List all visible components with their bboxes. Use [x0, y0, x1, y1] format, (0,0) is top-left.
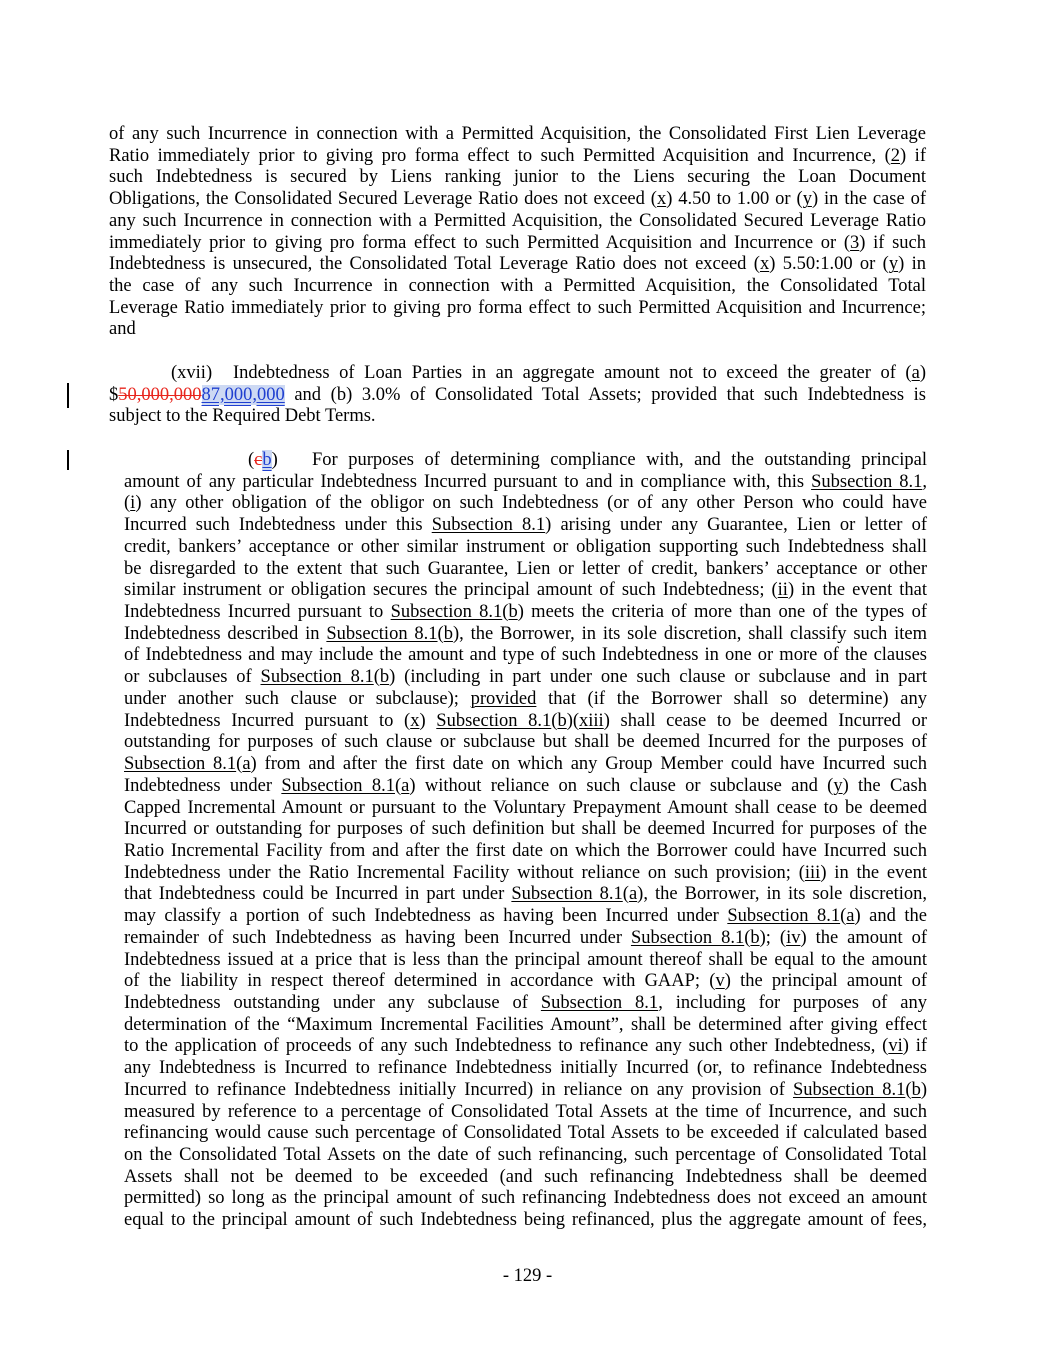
- underlined-reference: iv: [786, 927, 801, 948]
- text-run: permitted) so long as the principal amount of such refinancing Indebtedness does not exceed an amount: [124, 1188, 927, 1209]
- deleted-text: c: [254, 450, 263, 470]
- text-run: outstanding for purposes of such clause or subclause but shall be deemed Incurred for the purposes of: [124, 732, 927, 753]
- text-line: [124, 645, 927, 667]
- clause-xvii-paragraph: [109, 363, 926, 428]
- text-run: credit, bankers’ acceptance or other similar instrument or obligation supporting such Indebtedness shall: [124, 536, 927, 557]
- underlined-reference: xiii: [579, 710, 604, 731]
- text-run: ); (: [759, 927, 787, 948]
- text-run: (: [124, 493, 131, 514]
- text-run: ), the Borrower, in its sole discretion, shall classify such item: [452, 623, 927, 644]
- underlined-reference: a: [242, 754, 251, 775]
- text-run: amount of any particular Indebtedness Incurred pursuant to and in compliance with, this: [124, 471, 812, 492]
- text-run: (: [502, 602, 509, 623]
- text-run: ) in the case of: [811, 189, 926, 210]
- underlined-reference: Subsection 8.1: [727, 906, 841, 927]
- underlined-reference: Subsection 8.1: [326, 623, 438, 644]
- text-line: [124, 950, 927, 972]
- text-run: Obligations, the Consolidated Secured Leverage Ratio does not exceed (: [109, 189, 657, 210]
- text-run: (: [905, 1079, 912, 1100]
- text-run: ): [419, 710, 437, 731]
- text-line: [109, 276, 926, 298]
- text-run: ) and the: [854, 906, 927, 927]
- change-bar: [67, 450, 69, 470]
- text-line: [109, 319, 926, 341]
- text-line: [124, 667, 927, 689]
- text-run: on the Consolidated Total Assets on the date of such refinancing, such percentage of Consolidated Total: [124, 1145, 927, 1165]
- underlined-reference: v: [715, 971, 725, 992]
- underlined-reference: a: [846, 906, 855, 927]
- text-line: [124, 841, 927, 863]
- text-run: Indebtedness described in: [124, 623, 327, 644]
- text-run: )(: [566, 710, 580, 731]
- text-line: [124, 776, 927, 798]
- text-run: ) the Cash: [842, 775, 927, 796]
- text-run: ) the amount of: [800, 927, 927, 948]
- text-run: ) meets the criteria of more than one of the types of: [517, 602, 927, 623]
- text-line: [109, 211, 926, 233]
- text-line: [124, 993, 927, 1015]
- text-line: [109, 146, 926, 168]
- text-run: ,: [922, 471, 927, 492]
- inserted-text: 87,000,000: [201, 384, 285, 405]
- underlined-reference: Subsection 8.1: [630, 927, 745, 948]
- text-run: (: [437, 623, 444, 644]
- text-line: [124, 602, 927, 624]
- text-run: (: [394, 775, 402, 796]
- underlined-reference: b: [750, 927, 760, 948]
- text-line: [109, 189, 926, 211]
- text-line: [124, 1015, 927, 1037]
- text-line: [109, 298, 926, 320]
- text-run: ): [919, 363, 926, 383]
- underlined-reference: Subsection 8.1: [260, 667, 374, 688]
- underlined-reference: vi: [888, 1036, 903, 1057]
- text-run: ) from and after the first date on which any Group Member could have Incurred such: [250, 754, 927, 775]
- text-line: [124, 1058, 927, 1080]
- text-line: [109, 233, 926, 255]
- underlined-reference: Subsection 8.1: [540, 992, 659, 1013]
- text-line: [124, 1123, 927, 1145]
- text-run: ) (including in part under one such clause or subclause and in part: [389, 667, 927, 688]
- text-line: [109, 254, 926, 276]
- underlined-reference: b: [508, 602, 518, 623]
- text-run: (: [236, 754, 243, 775]
- text-run: similar instrument or obligation secures the principal amount of such Indebtedness; (: [124, 580, 778, 601]
- text-run: ) if: [902, 1036, 927, 1057]
- text-line: [109, 385, 926, 407]
- text-run: ): [271, 450, 278, 470]
- text-run: that Indebtedness could be Incurred in part under: [124, 884, 512, 905]
- text-line: [124, 754, 927, 776]
- text-run: , including for purposes of any: [658, 992, 927, 1013]
- text-run: Indebtedness Incurred pursuant to (: [124, 710, 411, 731]
- text-run: Indebtedness under the Ratio Incremental Facility without reliance on such provision; (: [124, 862, 805, 883]
- text-line: [124, 1145, 927, 1167]
- text-run: Indebtedness issued at a price that is less than the principal amount thereof shall be equal to the amount: [124, 949, 927, 970]
- text-run: remainder of such Indebtedness as having been Incurred under: [124, 927, 631, 948]
- text-run: (: [248, 450, 255, 470]
- text-run: ), the Borrower, in its sole discretion,: [637, 884, 927, 905]
- underlined-reference: b: [911, 1079, 921, 1100]
- text-run: determination of the “Maximum Incremental Facilities Amount”, shall be determined after giving effect: [124, 1014, 927, 1035]
- text-run: Assets shall not be deemed to be exceeded (and such refinancing Indebtedness shall be deemed: [124, 1166, 927, 1187]
- text-run: (: [840, 906, 847, 927]
- underlined-reference: Subsection 8.1: [124, 754, 237, 775]
- text-run: any Indebtedness is Incurred to refinance Indebtedness initially Incurred (or, to refinance Indebtedness: [124, 1058, 927, 1079]
- text-line: [124, 580, 927, 602]
- underlined-reference: Subsection 8.1: [793, 1079, 906, 1100]
- underlined-reference: x: [410, 710, 420, 731]
- text-run: ) 5.50:1.00 or (: [769, 254, 889, 275]
- text-run: equal to the principal amount of such Indebtedness being refinanced, plus the aggregate amount of fees,: [124, 1210, 927, 1231]
- text-run: ) in the event: [820, 862, 927, 883]
- text-line: [124, 863, 927, 885]
- underlined-reference: Subsection 8.1: [281, 775, 395, 796]
- text-run: the case of any such Incurrence in connection with a Permitted Acquisition, the Consolidated Total: [109, 276, 926, 297]
- text-run: ) any other obligation of the obligor on such Indebtedness (or of any other Person who could have: [135, 493, 927, 514]
- text-run: measured by reference to a percentage of Consolidated Total Assets at the time of Incurrence, and such: [124, 1101, 927, 1122]
- text-line: [109, 406, 926, 428]
- text-line: [124, 559, 927, 581]
- text-line: [124, 472, 927, 494]
- underlined-reference: y: [833, 775, 843, 796]
- underlined-reference: y: [888, 254, 899, 275]
- underlined-reference: Subsection 8.1: [811, 471, 923, 492]
- text-line: [124, 971, 927, 993]
- text-run: Leverage Ratio immediately prior to giving pro forma effect to such Permitted Acquisition and Incurrence;: [109, 297, 926, 318]
- text-run: of Indebtedness and may include the amount and type of such Indebtedness in one or more of the clauses: [124, 645, 927, 666]
- underlined-reference: x: [759, 254, 770, 275]
- text-run: or subclauses of: [124, 667, 261, 688]
- text-run: ): [920, 1079, 927, 1100]
- underlined-reference: b: [379, 667, 390, 688]
- underlined-reference: a: [628, 884, 638, 905]
- text-line: [124, 537, 927, 559]
- text-run: (: [744, 927, 751, 948]
- underlined-reference: Subsection 8.1: [390, 602, 503, 623]
- text-run: of any such Incurrence in connection with a Permitted Acquisition, the Consolidated First Lien Leverage: [109, 124, 926, 144]
- text-line: [124, 1036, 927, 1058]
- deleted-text: 50,000,000: [118, 384, 202, 405]
- underlined-reference: x: [656, 189, 667, 210]
- text-run: ) the principal amount of: [724, 971, 928, 992]
- text-line: [124, 624, 927, 646]
- text-run: ) 4.50 to 1.00 or (: [666, 189, 803, 210]
- text-line: [124, 798, 927, 820]
- text-run: and: [109, 319, 136, 340]
- text-run: of the liability in respect thereof determined in accordance with GAAP; (: [124, 971, 716, 992]
- paragraph-leverage-ratio-continuation: [109, 124, 926, 341]
- text-run: such Indebtedness is secured by Liens ranking junior to the Liens securing the Loan Document: [109, 167, 926, 188]
- text-run: refinancing would cause such percentage of Consolidated Total Assets to be exceeded if calculated based: [124, 1123, 927, 1144]
- underlined-reference: i: [130, 493, 136, 514]
- text-run: Indebtedness under: [124, 775, 282, 796]
- text-run: (: [551, 710, 558, 731]
- underlined-reference: b: [443, 623, 453, 644]
- underlined-reference: a: [911, 363, 920, 383]
- text-line: [124, 1167, 927, 1189]
- text-run: Incurred to refinance Indebtedness initially Incurred) in reliance on any provision of: [124, 1079, 793, 1100]
- text-run: ) shall cease to be deemed Incurred or: [603, 710, 927, 731]
- underlined-reference: provided: [470, 688, 537, 709]
- text-run: ) if: [900, 145, 926, 166]
- text-run: under another such clause or subclause);: [124, 688, 471, 709]
- underlined-reference: ii: [777, 580, 788, 601]
- change-bar: [67, 383, 69, 408]
- underlined-reference: b: [557, 710, 567, 731]
- text-run: Incurred or outstanding for purposes of such definition but shall be deemed Incurred for purposes of the: [124, 819, 927, 840]
- underlined-reference: Subsection 8.1: [511, 884, 623, 905]
- text-run: ) in the event that: [787, 580, 927, 601]
- text-run: Ratio Incremental Facility from and after the first date on which the Borrower could have Incurred such: [124, 840, 927, 861]
- text-run: ) without reliance on such clause or subclause and (: [409, 775, 834, 796]
- text-run: to the application of proceeds of any such Indebtedness to refinance any such other Indebtedness, (: [124, 1036, 889, 1057]
- underlined-reference: 2: [890, 145, 901, 166]
- underlined-reference: iii: [804, 862, 821, 883]
- text-run: (xvii): [171, 363, 213, 383]
- text-run: Indebtedness of Loan Parties in an aggregate amount not to exceed the greater of (: [233, 363, 912, 383]
- text-line: [124, 906, 927, 928]
- text-run: (: [622, 884, 629, 905]
- clause-label: [171, 363, 233, 385]
- text-run: ) arising under any Guarantee, Lien or letter of: [545, 515, 927, 536]
- text-line: [124, 689, 927, 711]
- text-run: that (if the Borrower shall so determine) any: [536, 688, 927, 709]
- text-line: [124, 928, 927, 950]
- text-line: [124, 884, 927, 906]
- text-run: ) if such: [859, 232, 926, 253]
- text-line: [124, 1102, 927, 1124]
- text-run: Indebtedness is unsecured, the Consolidated Total Leverage Ratio does not exceed (: [109, 254, 760, 275]
- text-line: [124, 711, 927, 733]
- text-run: Indebtedness Incurred pursuant to: [124, 602, 391, 623]
- page-number: - 129 -: [502, 1266, 553, 1286]
- text-line: [109, 167, 926, 189]
- text-line: [124, 732, 927, 754]
- text-run: For purposes of determining compliance with, and the outstanding principal: [312, 450, 927, 470]
- inserted-text: b: [262, 450, 272, 470]
- text-run: Capped Incremental Amount or pursuant to the Voluntary Prepayment Amount shall cease to be deemed: [124, 797, 927, 818]
- text-line: [124, 450, 927, 472]
- underlined-reference: a: [401, 775, 410, 796]
- text-run: immediately prior to giving pro forma effect to such Permitted Acquisition and Incurrence or (: [109, 232, 851, 253]
- text-run: ) in: [898, 254, 926, 275]
- text-run: $: [109, 384, 119, 405]
- text-run: be disregarded to the extent that such Guarantee, Lien or letter of credit, bankers’ acceptance or other: [124, 558, 927, 579]
- text-run: (: [373, 667, 380, 688]
- text-run: Ratio immediately prior to giving pro forma effect to such Permitted Acquisition and Incurrence, (: [109, 145, 891, 166]
- text-line: [124, 493, 927, 515]
- text-run: Incurred such Indebtedness under this: [124, 515, 432, 536]
- text-line: [124, 819, 927, 841]
- underlined-reference: y: [802, 189, 812, 210]
- underlined-reference: 3: [850, 232, 860, 253]
- text-run: Indebtedness outstanding under any subclause of: [124, 992, 541, 1013]
- text-line: [124, 515, 927, 537]
- text-line: [109, 124, 926, 146]
- underlined-reference: Subsection 8.1: [431, 515, 546, 536]
- underlined-reference: Subsection 8.1: [436, 710, 552, 731]
- text-line: [124, 1188, 927, 1210]
- text-run: subject to the Required Debt Terms.: [109, 406, 376, 427]
- text-line: [124, 1080, 927, 1102]
- text-line: [109, 363, 926, 385]
- text-line: [124, 1210, 927, 1232]
- clause-label: [248, 450, 312, 472]
- text-run: may classify a portion of such Indebtedness as having been Incurred under: [124, 906, 728, 927]
- text-run: and (b) 3.0% of Consolidated Total Assets; provided that such Indebtedness is: [284, 384, 926, 405]
- clause-b-paragraph: [124, 450, 927, 1232]
- text-run: any such Incurrence in connection with a Permitted Acquisition, the Consolidated Secured Leverage Ratio: [109, 210, 926, 231]
